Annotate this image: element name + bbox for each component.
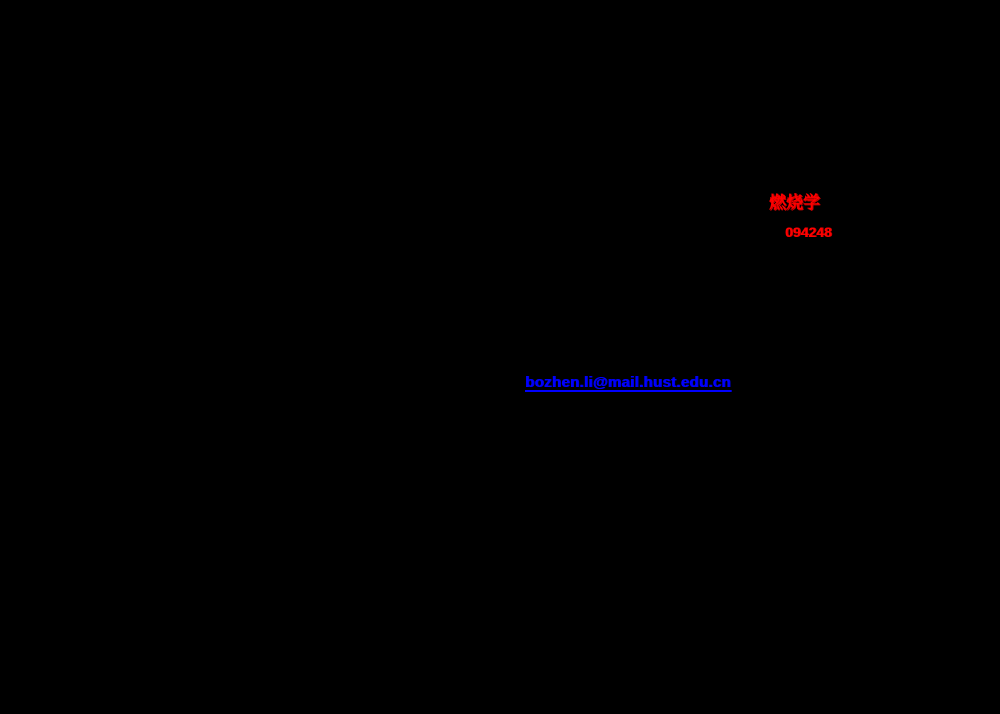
course-code: 094248 [785,224,832,240]
course-title: 燃烧学 [769,193,820,212]
contact-email-link[interactable]: bozhen.li@mail.hust.edu.cn [525,374,731,391]
